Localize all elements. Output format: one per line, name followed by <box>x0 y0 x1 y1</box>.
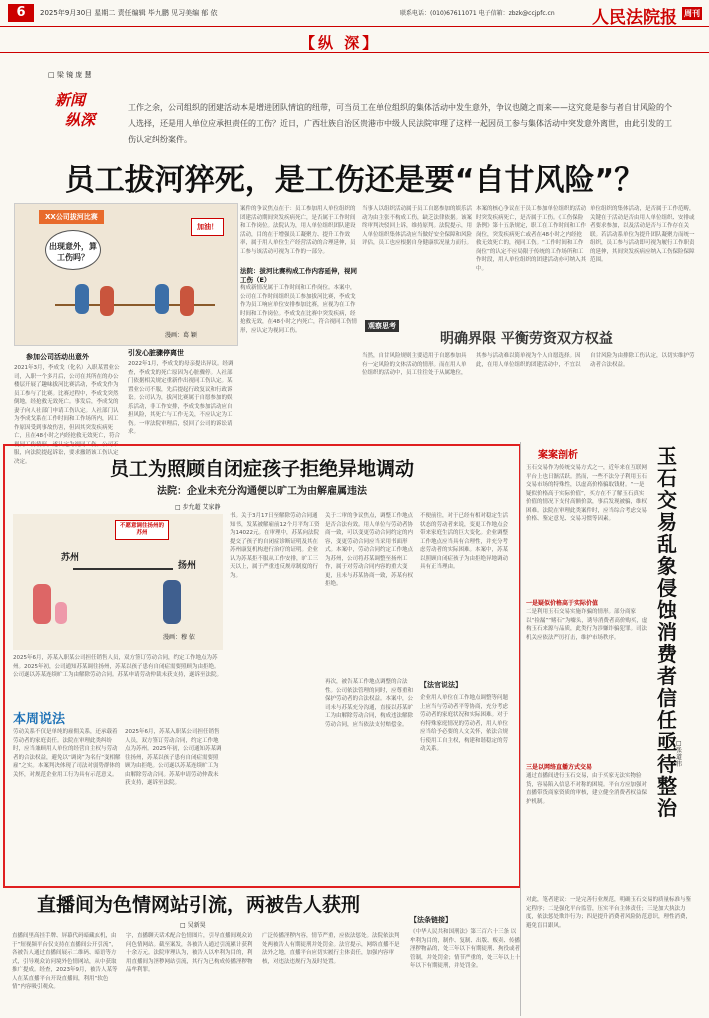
person-figure <box>155 284 169 314</box>
arrow-icon <box>73 568 173 570</box>
article-column: 单位组织的集体活动，是否属于工作范畴，关键在于活动是否由用人单位组织、安排或者要求参加，以及活动是否与工作存在关联。若活动系单位为提升团队凝聚力而统一组织，员工参与活动即可视为履行工作职责的延伸，其间突发疾病应纳入工伤保险保障范围。 <box>590 206 695 263</box>
article-column: 书。关于3月17日至解除劳动合同通知书，发某被解雇前12个月平均工资为14022元。在审理中，苏某向法院提交了孩子的自闭症诊断证明及其在苏州康复机构进行治疗的证明。企业认为苏某拒不服从工作安排，旷工三天以上，属于严重违反规章制度的行为。 <box>230 513 320 579</box>
cartoon-illustration <box>13 514 223 650</box>
article-column: 对此，笔者建议：一是完善行业规范，明确玉石交易的质量标准与鉴定程序；二是强化平台监管，压实平台主体责任；三是加大执法力度，依法惩处欺诈行为；四是提升消费者风险防范意识，理性消费，避免盲目跟风。 <box>526 897 692 929</box>
person-figure <box>75 284 89 314</box>
vertical-title: 玉石交易乱象侵蚀消费者信任亟待整治 <box>657 444 677 820</box>
article-column: 二是利用玉石交易实施诈骗的情形。部分商家以“捡漏”“赌石”为噱头，诱导消费者高价购买，虚构玉石来源与品质，此类行为涉嫌诈骗犯罪。司法机关应依法严厉打击，维护市场秩序。 <box>526 609 648 641</box>
header-contact: 联系电话：(010)67611071 电子信箱：zbzk@ccjpfc.cn <box>400 10 555 17</box>
person-figure <box>100 286 114 316</box>
section-subhead: 参加公司活动出意外 <box>26 353 89 361</box>
column-divider <box>520 442 521 1016</box>
section-subhead: 【法条链接】 <box>410 916 452 924</box>
article-column: 企业用人单位在工作地点调整等问题上应当与劳动者平等协商，充分考虑劳动者的家庭状况和实际困难。对于有特殊家庭情况的劳动者，用人单位应当给予必要的人文关怀，依法合规行使用工自主权，构建和谐稳定的劳动关系。 <box>420 695 509 752</box>
vertical-author: □ 张道伟 <box>676 740 683 768</box>
commentary-subtitle: 明确界限 平衡劳资双方权益 <box>440 331 613 347</box>
article-column: 广泛传播淫秽内容，情节严重，应依法惩处。法院依法判处两被告人有期徒刑并处罚金。法官提示，网络直播不是法外之地，直播平台应切实履行主体责任，加强内容审核，对违法违规行为及时处置。 <box>262 933 400 965</box>
city-label: 苏州 <box>61 553 80 563</box>
article-subtitle: 法院：企业未充分沟通便以旷工为由解雇属违法 <box>157 486 367 497</box>
article-column: 通过直播间进行玉石交易，由于买家无法实物验货，容易陷入信息不对称的困境。平台方应加强对直播带货商家资质的审核，建立健全消费者权益保护机制。 <box>526 773 648 805</box>
article-column: 再次，被告某工作地点调整的合法性。公司依法管理的同时，应尊重和保护劳动者的合法权益。本案中，公司未与苏某充分沟通，直接以苏某旷工为由解除劳动合同，构成违法解除劳动合同，应当依法支付赔偿金。 <box>325 679 414 728</box>
view-tag: 观察思考 <box>365 320 399 332</box>
article-column: 当事人以组织活动属于员工自愿参加的娱乐活动为由主张不构成工伤，缺乏法律依据。该案终审判决驳回上诉，维持原判。法院提示，用人单位组织集体活动应当做好安全保障和风险评估，员工也应根据自身健康状况量力而行。 <box>362 206 473 246</box>
article-column: 当然，自甘风险规则主要适用于自愿参加具有一定风险的文体活动的情形。而在用人单位组织的活动中，员工往往处于从属地位，其参与活动难以简单视为个人自愿选择。因此，在用人单位组织的团建活动中，不宜以自甘风险为由排除工伤认定，以切实维护劳动者合法权益。 <box>362 353 695 376</box>
article-column: 不便前往，对于已经有相对稳定生活状态的劳动者来说，变更工作地点会带来家庭生活的巨大变化。企业调整工作地点应当具有合理性，并充分考虑劳动者的实际困难。本案中，苏某以照顾自闭症孩子为由拒绝异地调动具有正当理由。 <box>420 513 509 570</box>
article-column: 2025年6月，苏某入职某公司担任销售人员，双方签订劳动合同，约定工作地点为苏州。2025年初，公司通知苏某调往扬州，苏某以孩子患有自闭症需要照顾为由拒绝。公司遂以苏某连续旷工为由解除劳动合同。苏某申请劳动仲裁未获支持，遂诉至法院。 <box>125 729 222 786</box>
news-badge: 新闻 纵深 <box>55 91 96 129</box>
article-column: 劳动关系不仅是单纯的雇佣关系，还承载着劳动者的家庭责任。法院在审理此类纠纷时，应当兼顾用人单位的经营自主权与劳动者的合法权益，避免以“调岗”为名行“变相解雇”之实。本案判决体现了司法对弱势群体的关怀，对规范企业用工行为具有示范意义。 <box>13 729 121 778</box>
brand-sub: 周刊 <box>684 9 700 18</box>
article-column: 2025年6月，苏某入职某公司担任销售人员，双方签订劳动合同，约定工作地点为苏州。2025年初，公司通知苏某调往扬州，苏某以孩子患有自闭症需要照顾为由拒绝。公司遂以苏某连续旷工为由解除劳动合同。苏某申请劳动仲裁未获支持，遂诉至法院。 <box>13 655 223 678</box>
article-column: 《中华人民共和国刑法》第三百六十三条 以牟利为目的，制作、复制、出版、贩卖、传播淫秽物品的，处三年以下有期徒刑、拘役或者管制，并处罚金；情节严重的，处三年以上十年以下有期徒刑，并处罚金。 <box>410 929 521 969</box>
article-byline: □ 步允超 艾家静 <box>175 504 221 511</box>
illus-credit: 漫画：穆 依 <box>163 634 195 641</box>
section-subhead: 一是疑似价格高于实际价值 <box>526 600 599 607</box>
article-column: 案件的争议焦点在于：员工参加用人单位组织的团建活动期间突发疾病死亡，是否属于工作时间和工作岗位。法院认为，用人单位组织团队建设活动，目的在于增强员工凝聚力、提升工作效率，属于用人单位生产经营活动的合理延伸，员工参与该活动可视为工作的一部分。 <box>240 206 356 255</box>
weekly-say-heading: 本周说法 <box>13 712 66 727</box>
article-column: 玉石交易作为传统交易方式之一，近年来在互联网平台上也日渐活跃。然而，一些不法分子利用玉石交易市场的特殊性，以虚高价格骗取钱财。“一是疑似价格高于实际价值”，买方在不了解玉石真实价值的情况下支付高额价款，事后发现被骗，维权困难。法院在审理此类案件时，应当综合考虑交易价格、鉴定意见、交易习惯等因素。 <box>526 465 648 522</box>
article-column: 字，直播聊天话术配合色情图片，引导直播间观众访问色情网站。截至案发，各被告人通过引流累计获利十余万元。法院审理认为，被告人以牟利为目的，利用直播间为淫秽网站引流，其行为已构成传播淫秽物品牟利罪。 <box>126 933 253 973</box>
speech-bubble: 加油！ <box>191 218 224 236</box>
illus-credit: 漫画：葛 颖 <box>165 332 197 339</box>
illus-banner: XX公司拔河比赛 <box>39 210 104 224</box>
speech-bubble: 出现意外，算工伤吗？ <box>45 230 101 270</box>
city-label: 扬州 <box>178 561 197 571</box>
speech-bubble: 不愿意调往扬州的苏州 <box>115 520 169 540</box>
person-figure <box>33 584 51 624</box>
article-column: 2022年1月，李成戈的母亲提出异议。经调查，李成戈的死亡原因为心脏骤停。人社部门依据相关规定重新作出视同工伤认定。某置业公司不服，先后提起行政复议和行政诉讼。公司认为，拔河比赛属于自愿参加的娱乐活动，非工作安排，李成戈参加活动应自担风险，其死亡与工作无关，不应认定为工伤。一审法院审理后，驳回了公司的诉讼请求。 <box>128 361 234 435</box>
article-column: 本案的核心争议在于员工参加单位组织的活动时突发疾病死亡，是否属于工伤。《工伤保险条例》第十五条规定，职工在工作时间和工作岗位，突发疾病死亡或者在48小时之内经抢救无效死亡的，视同工伤。“工作时间和工作岗位”的认定不应局限于传统的工作场所和工作时段，用人单位组织的团建活动亦可纳入其中。 <box>476 206 587 272</box>
section-subhead: 【法官说法】 <box>420 681 462 689</box>
section-subhead: 三是以网络直播方式交易 <box>526 764 593 771</box>
article-column: 2021年3月，李成戈（化名）入职某置业公司，入职一个多月后，公司在其所在的办公楼层开展了趣味拔河比赛活动，李成戈作为员工参与了比赛。比赛过程中，李成戈突然倒地，经抢救无效死亡。事发后，李成戈的妻子向人社部门申请工伤认定。人社部门认为李成戈系在工作时间和工作场所内，因工作原因受到事故伤害，但因其突发疾病死亡，且在48小时之内经抢救无效死亡，符合视同工伤情形，遂认定为视同工伤。公司不服，向法院提起诉讼，要求撤销该工伤认定决定。 <box>14 365 120 465</box>
header-meta: 2025年9月30日 星期二 责任编辑 毕九鹏 见习美编 郁 依 <box>40 9 218 17</box>
article-title: 直播间为色情网站引流，两被告人获刑 <box>37 894 361 916</box>
section-subhead: 法院：拔河比赛构成工作内容延伸，视同工伤（E） <box>240 267 357 284</box>
newspaper-brand: 人民法院报 <box>592 8 677 28</box>
section-title: 【纵 深】 <box>300 34 381 52</box>
article-column: 关于二审的争议焦点，调整工作地点是否合法有效。用人单位与劳动者协商一致，可以变更劳动合同约定的内容，变更劳动合同应当采用书面形式。本案中，劳动合同约定工作地点为苏州，公司将苏某调整至扬州工作，属于对劳动合同内容的重大变更，且未与苏某协商一致，苏某有权拒绝。 <box>325 513 414 587</box>
cartoon-illustration <box>14 203 238 346</box>
person-figure <box>163 580 181 624</box>
article-column: 直播间里高挂手牌、屏幕代码暗藏玄机，由于“短视频平台仅支持在直播间公开引流”，各被告人通过直播间展示二维码、暗语等方式，引导观众访问境外色情网站，从中获取推广提成。经查，2023年9月，被告人某等人在某直播平台开设直播间，利用“软色情”内容吸引观众。 <box>12 933 118 990</box>
intro-text: 工作之余，公司组织的团建活动本是增进团队情谊的纽带，可当员工在单位组织的集体活动中发生意外，争议也随之而来——这究竟是参与者自甘风险的个人选择，还是用人单位应承担责任的工伤？近日，广西壮族自治区贵港市中级人民法院审理了这样一起因员工参与集体活动中突发意外离世，由此引发的工伤认定纠纷案件。 <box>128 103 672 144</box>
intro-byline: □ 梁 镜 庞 慧 <box>48 71 92 79</box>
person-figure <box>180 286 194 316</box>
article-byline: □ 吴新昊 <box>180 922 206 929</box>
page-number: 6 <box>8 4 34 22</box>
article-title: 员工为照顾自闭症孩子拒绝异地调动 <box>109 458 414 480</box>
article-column: 构成新情况属于工作时间和工作岗位。本案中，公司在工作时间组织员工参加拔河比赛，李成戈作为员工响应单位安排参加比赛，应视为在工作时间和工作岗位。李成戈在比赛中突发疾病，经抢救无效，在48小时之内死亡，符合视同工伤情形，应认定为视同工伤。 <box>240 285 358 334</box>
highlighted-article <box>3 444 521 888</box>
section-subhead: 引发心脏骤停离世 <box>128 349 184 357</box>
case-analysis-tag: 案案剖析 <box>538 450 578 461</box>
article-title: 员工拔河猝死，是工伤还是要“自甘风险”？ <box>64 163 645 198</box>
child-figure <box>55 602 67 624</box>
